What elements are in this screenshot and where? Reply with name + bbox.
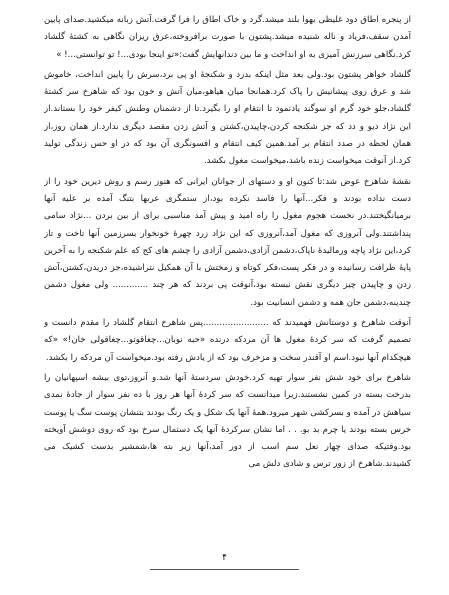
paragraph: شاهرخ برای خود شش نفر سوار تهیه کرد.خودش سردستهٔ آنها شد.و آنروز،توی بیشه اسپهانیان را بدرخت بسته در کمین نشستند.زیرا میدانست که سر کردهٔ آنها هر روز با ده نفر سوار از جادهٔ نمدی سیاهش در آمده و بسرکشی شهر میرود.همهٔ آنها یک شکل و یک رنگ بودند بتنشان پوست سگ یا پوست خرس بسته بودند یا چرم بد بو. . . اما نشان سرکردهٔ آنها یک دستمال سرخ بود که روی دوشش آویخته بود.وقتیکه صدای چهار نعل سم اسب از دور آمد،آنها زیر بته ها،شمشیر بدست کشیک می کشیدند.شاهرخ از زور ترس و شادی دلش می [44, 372, 411, 470]
body-text [44, 12, 411, 547]
paragraph: نقشهٔ شاهرخ عوض شد:تا کنون او و دستهای از جوانان ایرانی که هنوز رسم و روش دیرین خود را از دست نداده بودند و فکر...آنها را فاسد نکرده بود،از ستمگری عربها بتنگ آمده بر علیه آنها برمیانگیختند.در نخست هجوم مغول را راه امید و پیش آمد مناسبی برای از بین بردن ...نژاد سامی پنداشتند.ولی آنروزی که مغول آمد،آنروزی که این نژاد زرد چهرهٔ خونخوار بسرزمین آنها تاخت و تاز کرد،این نژاد پاچه ورمالیدهٔ ناپاک،دشمن آزادی،دشمن آزادی را چشم های کج که علم شکنجه را به آخرین پایهٔ ظرافت رسانیده و در فکر پست،فکر کوتاه و زمختش با آن همکیل نتراشیده،جز دریدن،کشتن،آتش زدن و چاپیدن چیز دیگری نقش نبسته بود،آنوقت پی بردند که هر چند ............. ولی مغول دشمن چندینه،دشمن جان همه و دشمن انسانیت بود. [44, 176, 411, 308]
paragraph: گلشاد خواهر پشتون بود.ولی بعد مثل اینکه بدرد و شکنجهٔ او پی برد،سرش را پایین انداخت، خاموش شد و عرق روی پیشانیش را پاک کرد.همانجا میان هیاهو،میان آتش و خون بود که شاهرخ سر کشتهٔ گلشاد،جلو خود گرم او سوگند یادنمود تا انتقام او را بگیرد.تا از دشمنان وطنش کیفر خود را بستاند.از این نژاد دیو و دد که جز شکنجه کردن،چاپیدن،کشتن و آتش زدن مقصد دیگری ندارد.از همان روز،از همان لحظه در صدد انتقام بر آمد.همین کیف انتقام و افسونگری آن بود که در او حس زندگی تولید کرد.از آنوقت میخواست زنده باشد،میخواست مغول بکشد. [44, 69, 411, 167]
paragraph: از پنجره اطاق دود غلیظی بهوا بلند میشد.گرد و خاک اطاق را فرا گرفت.آتش زبانه میکشید.صدای پایین آمدن سقف،فریاد و ناله شنیده میشد.پشتون با صورت برافروخته،عرق ریزان نگاهی به کشتهٔ گلشاد کرد.نگاهی سرزنش آمیزی به او انداخت و ما بین دندانهایش گفت:«تو اینجا بودی...! تو توانستی...! » [44, 15, 411, 60]
footer-divider [150, 569, 299, 570]
paragraph: آنوقت شاهرخ و دوستانش فهمیدند که ........................پس شاهرخ انتقام گلشاد را مقدم دانست و تصمیم گرفت که سر کردهٔ مغول ها آن مردکه درنده «حبه نوبان...چغاقوتو...چغاقولی خان!» «که هیچکدام آنها نبود.اسم او آقندر سخت و مزخرف بود که از یادش رفته بود.میخواست آن مردکه را بکشد. [44, 318, 411, 363]
page-number: ۴ [222, 553, 227, 563]
